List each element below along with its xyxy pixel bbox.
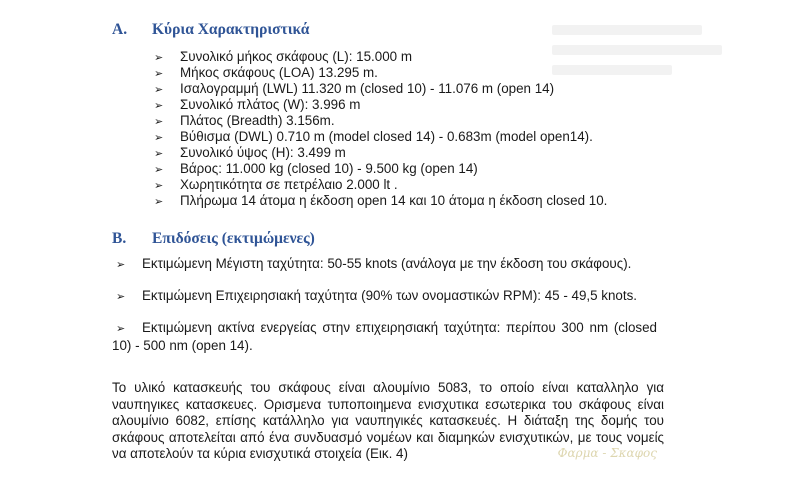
- arrow-bullet-icon: ➢: [154, 84, 164, 96]
- list-item-text: Χωρητικότητα σε πετρέλαιο 2.000 lt .: [180, 177, 398, 192]
- list-item-text: Συνολικό πλάτος (W): 3.996 m: [180, 97, 361, 112]
- list-item: [154, 161, 478, 178]
- section-b-title: Επιδόσεις (εκτιμώμενες): [152, 230, 315, 247]
- arrow-bullet-icon: ➢: [154, 116, 164, 128]
- list-item: [154, 49, 412, 66]
- list-item: [154, 193, 607, 210]
- list-item-text: Βάρος: 11.000 kg (closed 10) - 9.500 kg (open 14): [180, 161, 478, 176]
- list-item-text: Συνολικό ύψος (H): 3.499 m: [180, 145, 346, 160]
- list-item: [112, 288, 657, 306]
- section-a-heading: [112, 21, 309, 39]
- section-a-title: Κύρια Χαρακτηριστικά: [152, 21, 310, 38]
- list-item-text: Συνολικό μήκος σκάφους (L): 15.000 m: [180, 49, 412, 64]
- section-a-letter: A.: [112, 21, 128, 38]
- list-item: [154, 113, 335, 130]
- list-item: [154, 129, 593, 146]
- arrow-bullet-icon: ➢: [154, 196, 164, 208]
- list-item: [112, 256, 657, 274]
- list-item: [154, 145, 346, 162]
- arrow-bullet-icon: ➢: [154, 68, 164, 80]
- list-item-text: Βύθισμα (DWL) 0.710 m (model closed 14) - 0.683m (model open14).: [180, 129, 593, 144]
- arrow-bullet-icon: ➢: [116, 259, 126, 271]
- arrow-bullet-icon: ➢: [154, 132, 164, 144]
- list-item-text: Εκτιμώμενη Μέγιστη ταχύτητα: 50-55 knots (ανάλογα με την έκδοση του σκάφους).: [142, 256, 632, 271]
- body-paragraph: Το υλικό κατασκευής του σκάφους είναι αλουμίνιο 5083, το οποίο είναι καταλληλο για ναυπηγικες κατασκευες. Ορισμενα τυποποιημενα ενισχυτικα εσωτερικα του σκάφους είναι αλουμίνιο 6082, επίσης κατάλληλο για ναυπηγικές κατασκευές. Η διάταξη της δομής του σκάφους αποτελείται από ένα συνδυασμό νομέων και διαμηκών ενισχυτικών, με τους νομείς να αποτελούν τα κύρια ενισχυτικά στοιχεία (Εικ. 4): [112, 380, 664, 461]
- arrow-bullet-icon: ➢: [154, 164, 164, 176]
- section-b-letter: B.: [112, 230, 127, 247]
- section-b-heading: [112, 230, 315, 248]
- arrow-bullet-icon: ➢: [154, 52, 164, 64]
- faded-background-text: [552, 25, 732, 95]
- list-item-text: Μήκος σκάφους (LOA) 13.295 m.: [180, 65, 378, 80]
- arrow-bullet-icon: ➢: [154, 148, 164, 160]
- list-item-text: Εκτιμώμενη ακτίνα ενεργείας στην επιχειρησιακή ταχύτητα: περίπου 300 nm (closed 10) - 500 nm (open 14).: [112, 320, 657, 353]
- list-item-text: Πλάτος (Breadth) 3.156m.: [180, 113, 335, 128]
- list-item: [154, 97, 360, 114]
- arrow-bullet-icon: ➢: [154, 180, 164, 192]
- arrow-bullet-icon: ➢: [116, 323, 126, 335]
- list-item: [112, 320, 657, 354]
- list-item-text: Εκτιμώμενη Επιχειρησιακή ταχύτητα (90% των ονομαστικών RPM): 45 - 49,5 knots.: [142, 288, 638, 303]
- list-item: [154, 177, 398, 194]
- list-item-text: Ισαλογραμμή (LWL) 11.320 m (closed 10) - 11.076 m (open 14): [180, 81, 555, 96]
- arrow-bullet-icon: ➢: [154, 100, 164, 112]
- arrow-bullet-icon: ➢: [116, 291, 126, 303]
- list-item-text: Πλήρωμα 14 άτομα η έκδοση open 14 και 10 άτομα η έκδοση closed 10.: [180, 193, 608, 208]
- list-item: [154, 65, 378, 82]
- watermark: Φαρμα - Σκαφος: [557, 446, 657, 460]
- list-item: [154, 81, 554, 98]
